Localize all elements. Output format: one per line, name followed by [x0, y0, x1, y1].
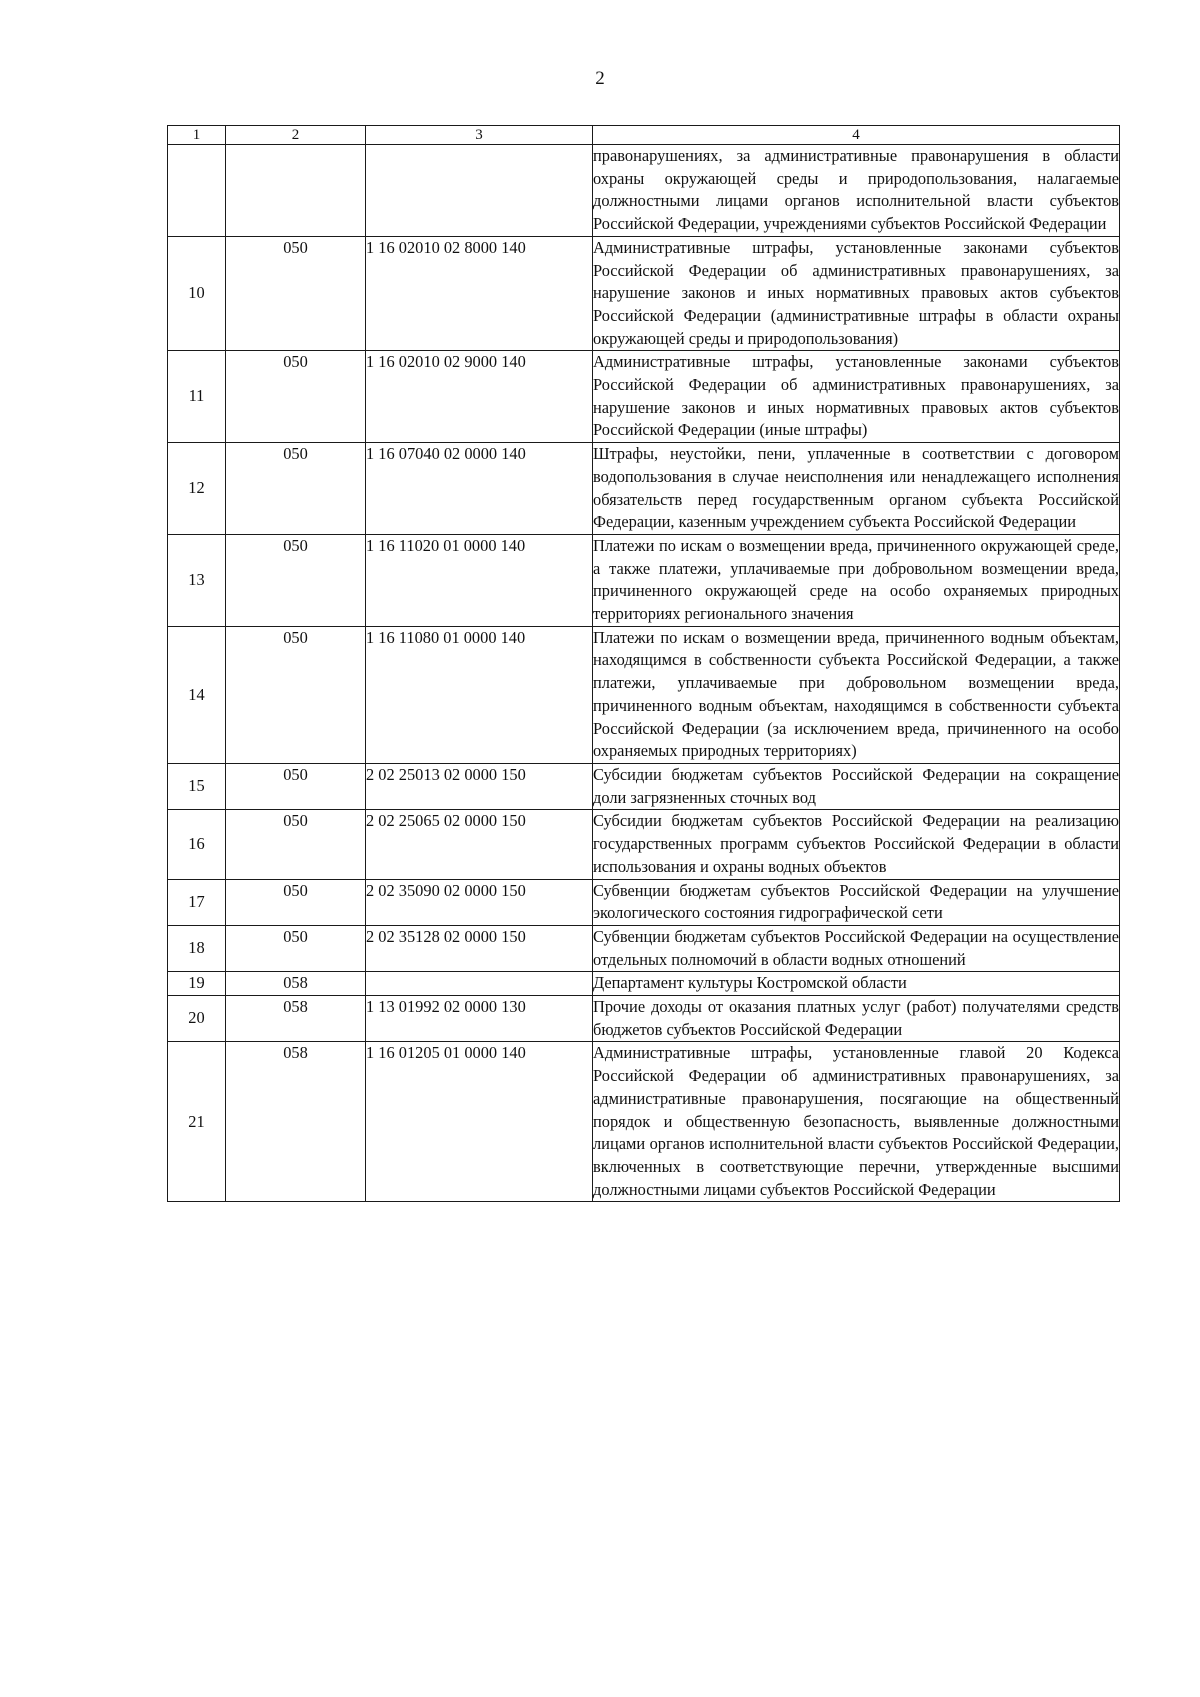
- revenue-description: Субсидии бюджетам субъектов Российской Федерации на реализацию государственных программ субъектов Российской Федерации в области использования и охраны водных объектов: [593, 810, 1120, 879]
- revenue-code: 2 02 35128 02 0000 150: [366, 925, 593, 971]
- revenue-code: 1 16 11020 01 0000 140: [366, 534, 593, 626]
- administrator-code: [226, 145, 366, 237]
- administrator-code: 058: [226, 996, 366, 1042]
- table-body: [168, 145, 1120, 1202]
- row-number: 14: [168, 626, 226, 763]
- table-row: [168, 534, 1120, 626]
- administrator-code: 050: [226, 763, 366, 809]
- table-row: [168, 351, 1120, 443]
- revenue-code: 1 16 02010 02 9000 140: [366, 351, 593, 443]
- table-row: [168, 810, 1120, 879]
- revenue-description: Административные штрафы, установленные законами субъектов Российской Федерации об административных правонарушениях, за нарушение законов и иных нормативных правовых актов субъектов Российской Федерации (административные штрафы в области охраны окружающей среды и природопользования): [593, 236, 1120, 351]
- revenue-description: Административные штрафы, установленные законами субъектов Российской Федерации об административных правонарушениях, за нарушение законов и иных нормативных правовых актов субъектов Российской Федерации (иные штрафы): [593, 351, 1120, 443]
- table-row: [168, 626, 1120, 763]
- row-number: 13: [168, 534, 226, 626]
- table-row: [168, 145, 1120, 237]
- row-number: 16: [168, 810, 226, 879]
- row-number: 19: [168, 972, 226, 996]
- administrator-code: 058: [226, 1042, 366, 1202]
- row-number: 15: [168, 763, 226, 809]
- table-row: [168, 443, 1120, 535]
- row-number: 21: [168, 1042, 226, 1202]
- revenue-description: Штрафы, неустойки, пени, уплаченные в соответствии с договором водопользования в случае неисполнения или ненадлежащего исполнения обязательств перед государственным органом субъекта Российской Федерации, казенным учреждением субъекта Российской Федерации: [593, 443, 1120, 535]
- revenue-description: Платежи по искам о возмещении вреда, причиненного окружающей среде, а также платежи, уплачиваемые при добровольном возмещении вреда, причиненного окружающей среде на особо охраняемых природных территориях регионального значения: [593, 534, 1120, 626]
- revenue-code: 2 02 25013 02 0000 150: [366, 763, 593, 809]
- department-name: Департамент культуры Костромской области: [593, 972, 1120, 996]
- row-number: 10: [168, 236, 226, 351]
- column-header-1: 1: [168, 126, 226, 145]
- revenue-code: [366, 145, 593, 237]
- revenue-description: Административные штрафы, установленные главой 20 Кодекса Российской Федерации об административных правонарушениях, за административные правонарушения, посягающие на общественный порядок и общественную безопасность, выявленные должностными лицами органов исполнительной власти субъектов Российской Федерации, включенных в соответствующие перечни, утвержденные высшими должностными лицами субъектов Российской Федерации: [593, 1042, 1120, 1202]
- revenue-codes-table: [167, 125, 1120, 1202]
- row-number: [168, 145, 226, 237]
- table-row: [168, 1042, 1120, 1202]
- department-heading-row: [168, 972, 1120, 996]
- revenue-description: Платежи по искам о возмещении вреда, причиненного водным объектам, находящимся в собственности субъекта Российской Федерации, а также платежи, уплачиваемые при добровольном возмещении вреда, причиненного водным объектам, находящимся в собственности субъекта Российской Федерации (за исключением вреда, причиненного на особо охраняемых природных территориях): [593, 626, 1120, 763]
- revenue-code: 1 13 01992 02 0000 130: [366, 996, 593, 1042]
- table-header-row: [168, 126, 1120, 145]
- column-header-2: 2: [226, 126, 366, 145]
- column-header-4: 4: [593, 126, 1120, 145]
- page-number: 2: [595, 68, 605, 89]
- revenue-code: [366, 972, 593, 996]
- revenue-description: Прочие доходы от оказания платных услуг (работ) получателями средств бюджетов субъектов Российской Федерации: [593, 996, 1120, 1042]
- table-row: [168, 236, 1120, 351]
- row-number: 12: [168, 443, 226, 535]
- column-header-3: 3: [366, 126, 593, 145]
- administrator-code: 050: [226, 236, 366, 351]
- revenue-code: 2 02 25065 02 0000 150: [366, 810, 593, 879]
- revenue-code: 1 16 07040 02 0000 140: [366, 443, 593, 535]
- revenue-description: Субвенции бюджетам субъектов Российской Федерации на улучшение экологического состояния гидрографической сети: [593, 879, 1120, 925]
- administrator-code: 050: [226, 443, 366, 535]
- revenue-description: Субсидии бюджетам субъектов Российской Федерации на сокращение доли загрязненных сточных вод: [593, 763, 1120, 809]
- row-number: 18: [168, 925, 226, 971]
- revenue-description: Субвенции бюджетам субъектов Российской Федерации на осуществление отдельных полномочий в области водных отношений: [593, 925, 1120, 971]
- revenue-code: 1 16 01205 01 0000 140: [366, 1042, 593, 1202]
- row-number: 20: [168, 996, 226, 1042]
- administrator-code: 050: [226, 925, 366, 971]
- administrator-code: 050: [226, 810, 366, 879]
- administrator-code: 050: [226, 351, 366, 443]
- table-row: [168, 996, 1120, 1042]
- row-number: 17: [168, 879, 226, 925]
- revenue-code: 2 02 35090 02 0000 150: [366, 879, 593, 925]
- administrator-code: 050: [226, 879, 366, 925]
- administrator-code: 050: [226, 626, 366, 763]
- revenue-code: 1 16 02010 02 8000 140: [366, 236, 593, 351]
- row-number: 11: [168, 351, 226, 443]
- administrator-code: 058: [226, 972, 366, 996]
- revenue-code: 1 16 11080 01 0000 140: [366, 626, 593, 763]
- administrator-code: 050: [226, 534, 366, 626]
- table-row: [168, 925, 1120, 971]
- table-row: [168, 763, 1120, 809]
- table-row: [168, 879, 1120, 925]
- revenue-description: правонарушениях, за административные правонарушения в области охраны окружающей среды и природопользования, налагаемые должностными лицами органов исполнительной власти субъектов Российской Федерации, учреждениями субъектов Российской Федерации: [593, 145, 1120, 237]
